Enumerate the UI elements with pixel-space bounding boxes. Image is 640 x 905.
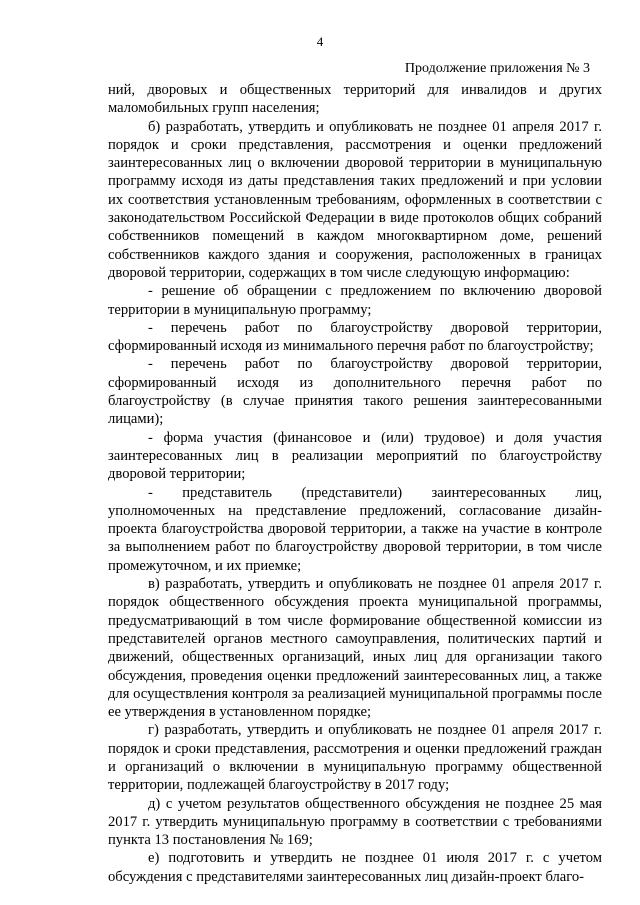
page-number: 4: [316, 34, 324, 49]
paragraph-item-g: г) разработать, утвердить и опубликовать не позднее 01 апреля 2017 г. порядок и сроки представления, рассмотрения и оценки предложений граждан и организаций о включении в муниципальную программу общественной территории, подлежащей благоустройству в 2017 году;: [108, 722, 602, 794]
paragraph-subitem: - перечень работ по благоустройству дворовой территории, сформированный исходя из дополнительного перечня работ по благоустройству (в случае принятия такого решения заинтересованными лицами);: [108, 356, 602, 428]
paragraph-continued: ний, дворовых и общественных территорий для инвалидов и других маломобильных групп населения;: [108, 82, 602, 117]
paragraph-item-d: д) с учетом результатов общественного обсуждения не позднее 25 мая 2017 г. утвердить муниципальную программу в соответствии с требованиями пункта 13 постановления № 169;: [108, 795, 602, 849]
paragraph-subitem: - представитель (представители) заинтересованных лиц, уполномоченных на представление предложений, согласование дизайн-проекта благоустройства дворовой территории, а также на участие в контроле за выполнением работ по благоустройству дворовой территории, в том числе промежуточном, и их приемке;: [108, 484, 602, 574]
paragraph-subitem: - перечень работ по благоустройству дворовой территории, сформированный исходя из минимального перечня работ по благоустройству;: [108, 319, 602, 355]
appendix-continuation-label: Продолжение приложения № 3: [404, 61, 590, 76]
paragraph-item-v: в) разработать, утвердить и опубликовать не позднее 01 апреля 2017 г. порядок общественного обсуждения проекта муниципальной программы, предусматривающий в том числе формирование общественной комиссии из представителей органов местного самоуправления, политических партий и движений, общественных организаций, иных лиц для организации такого обсуждения, проведения оценки предложений заинтересованных лиц, а также для осуществления контроля за реализацией муниципальной программы после ее утверждения в установленном порядке;: [108, 576, 602, 721]
paragraph-subitem: - решение об обращении с предложением по включению дворовой территории в муниципальную программу;: [108, 283, 602, 318]
paragraph-subitem: - форма участия (финансовое и (или) трудовое) и доля участия заинтересованных лиц в реализации мероприятий по благоустройству дворовой территории;: [108, 429, 602, 483]
paragraph-item-e: е) подготовить и утвердить не позднее 01 июля 2017 г. с учетом обсуждения с представителями заинтересованных лиц дизайн-проект благо-: [108, 850, 602, 885]
document-body: [108, 81, 602, 886]
paragraph-item-b: б) разработать, утвердить и опубликовать не позднее 01 апреля 2017 г. порядок и сроки представления, рассмотрения и оценки предложений заинтересованных лиц о включении дворовой территории в муниципальную программу исходя из даты представления таких предложений и при условии их соответствия установленным требованиям, оформленных в соответствии с законодательством Российской Федерации в виде протоколов общих собраний собственников помещений в каждом многоквартирном доме, решений собственников каждого здания и сооружения, расположенных в границах дворовой территории, содержащих в том числе следующую информацию:: [108, 118, 602, 281]
